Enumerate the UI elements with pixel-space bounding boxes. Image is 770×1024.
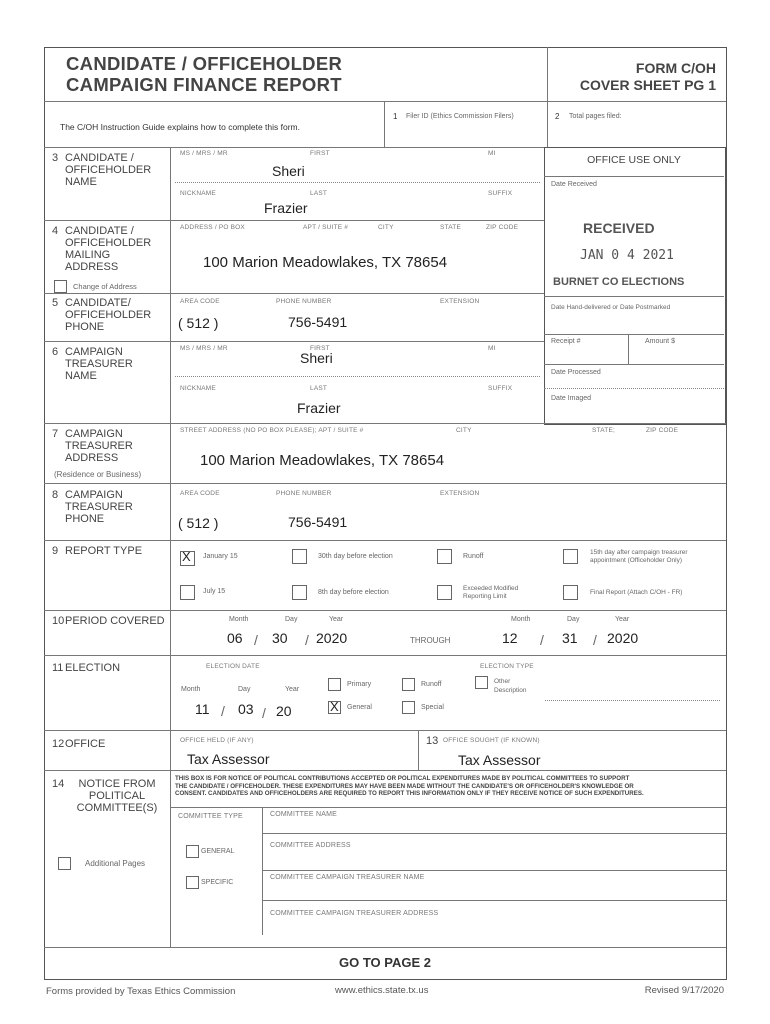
election-general-checkbox[interactable] — [328, 701, 341, 714]
period-from-month[interactable]: 06 — [227, 630, 243, 646]
report-15day-checkbox[interactable] — [563, 549, 578, 564]
filer-id-label: Filer ID (Ethics Commission Filers) — [406, 113, 514, 120]
report-runoff-checkbox[interactable] — [437, 549, 452, 564]
report-8day-checkbox[interactable] — [292, 585, 307, 600]
election-day[interactable]: 03 — [238, 701, 254, 717]
treasurer-phone[interactable]: 756-5491 — [288, 514, 348, 530]
s4-label: CANDIDATE / OFFICEHOLDER MAILING ADDRESS — [65, 225, 152, 273]
report-30day-checkbox[interactable] — [292, 549, 307, 564]
office-use-title: OFFICE USE ONLY — [587, 154, 681, 166]
additional-pages-label: Additional Pages — [85, 859, 146, 868]
s12-label: OFFICE — [65, 738, 106, 750]
form-title-line2: CAMPAIGN FINANCE REPORT — [66, 74, 342, 95]
election-runoff-checkbox[interactable] — [402, 678, 415, 691]
s6-label: CAMPAIGN TREASURER NAME — [65, 346, 133, 382]
form-id-line2: COVER SHEET PG 1 — [579, 77, 716, 93]
treasurer-area-code[interactable]: ( 512 ) — [178, 515, 219, 531]
treasurer-address[interactable]: 100 Marion Meadowlakes, TX 78654 — [200, 452, 445, 469]
stamp-org: BURNET CO ELECTIONS — [553, 276, 685, 288]
footer-center[interactable]: www.ethics.state.tx.us — [335, 985, 429, 996]
additional-pages-checkbox[interactable] — [58, 857, 71, 870]
s11-label: ELECTION — [65, 662, 121, 674]
treasurer-last-name[interactable]: Frazier — [297, 400, 341, 416]
candidate-first-name[interactable]: Sheri — [272, 163, 305, 179]
candidate-address[interactable]: 100 Marion Meadowlakes, TX 78654 — [203, 254, 448, 271]
go-to-page-2: GO TO PAGE 2 — [339, 955, 431, 970]
election-other-checkbox[interactable] — [475, 676, 488, 689]
committee-specific-checkbox[interactable] — [186, 876, 199, 889]
candidate-last-name[interactable]: Frazier — [264, 200, 308, 216]
header-divider — [547, 47, 548, 101]
s8-label: CAMPAIGN TREASURER PHONE — [65, 489, 133, 525]
form-id-line1: FORM C/OH — [635, 60, 716, 76]
date-received-label: Date Received — [551, 181, 597, 188]
footer-right: Revised 9/17/2020 — [644, 985, 724, 996]
hand-delivered-label: Date Hand-delivered or Date Postmarked — [551, 304, 671, 311]
form-title-line1: CANDIDATE / OFFICEHOLDER — [66, 53, 343, 74]
office-sought[interactable]: Tax Assessor — [458, 752, 541, 768]
candidate-area-code[interactable]: ( 512 ) — [178, 315, 219, 331]
change-of-address-label: Change of Address — [73, 282, 137, 291]
s7-sub: (Residence or Business) — [54, 470, 142, 479]
date-imaged-label: Date Imaged — [551, 395, 592, 402]
period-from-year[interactable]: 2020 — [316, 630, 348, 646]
total-pages-num: 2 — [555, 112, 560, 121]
treasurer-first-name[interactable]: Sheri — [300, 350, 333, 366]
s5-label: CANDIDATE/ OFFICEHOLDER PHONE — [65, 297, 152, 333]
date-processed-label: Date Processed — [551, 369, 601, 376]
stamp-received: RECEIVED — [583, 220, 655, 236]
election-month[interactable]: 11 — [195, 701, 210, 717]
receipt-label: Receipt # — [551, 338, 581, 345]
period-to-day[interactable]: 31 — [562, 630, 578, 646]
election-primary-checkbox[interactable] — [328, 678, 341, 691]
total-pages-label: Total pages filed: — [569, 113, 622, 120]
instruction-text: The C/OH Instruction Guide explains how to complete this form. — [60, 122, 300, 132]
election-special-checkbox[interactable] — [402, 701, 415, 714]
office-held[interactable]: Tax Assessor — [187, 751, 270, 767]
amount-label: Amount $ — [645, 338, 675, 345]
s9-label: REPORT TYPE — [65, 545, 143, 557]
report-exceeded-checkbox[interactable] — [437, 585, 452, 600]
s14-label: NOTICE FROM POLITICAL COMMITTEE(S) — [76, 778, 158, 814]
s3-label: CANDIDATE / OFFICEHOLDER NAME — [65, 152, 152, 188]
candidate-phone[interactable]: 756-5491 — [288, 314, 348, 330]
s10-label: PERIOD COVERED — [65, 615, 165, 627]
notice-text: THIS BOX IS FOR NOTICE OF POLITICAL CONTRIBUTIONS ACCEPTED OR POLITICAL EXPENDITURES MADE BY POLITICAL COMMITTEES TO SUPPORT THE CANDIDATE / OFFICEHOLDER. THESE EXPENDITURES MAY HAVE BEEN MADE WITHOUT THE CANDIDATE'S OR OFFICEHOLDER'S KNOWLEDGE OR CONSENT. CANDIDATES AND OFFICEHOLDERS ARE REQUIRED TO REPORT THIS INFORMATION ONLY IF THEY RECEIVE NOTICE OF SUCH EXPENDITURES. — [175, 775, 644, 797]
through-label: THROUGH — [410, 636, 451, 645]
change-of-address-checkbox[interactable] — [54, 280, 67, 293]
period-to-month[interactable]: 12 — [502, 630, 518, 646]
report-final-checkbox[interactable] — [563, 585, 578, 600]
footer-left: Forms provided by Texas Ethics Commission — [46, 986, 236, 997]
committee-general-checkbox[interactable] — [186, 845, 199, 858]
filer-id-num: 1 — [393, 112, 398, 121]
period-to-year[interactable]: 2020 — [607, 630, 639, 646]
report-jul15-checkbox[interactable] — [180, 585, 195, 600]
period-from-day[interactable]: 30 — [272, 630, 288, 646]
s7-label: CAMPAIGN TREASURER ADDRESS — [65, 428, 133, 464]
stamp-date: JAN 0 4 2021 — [580, 248, 674, 263]
s3-num: 3 — [52, 152, 59, 164]
election-year[interactable]: 20 — [276, 703, 292, 719]
report-jan15-checkbox[interactable] — [180, 551, 195, 566]
